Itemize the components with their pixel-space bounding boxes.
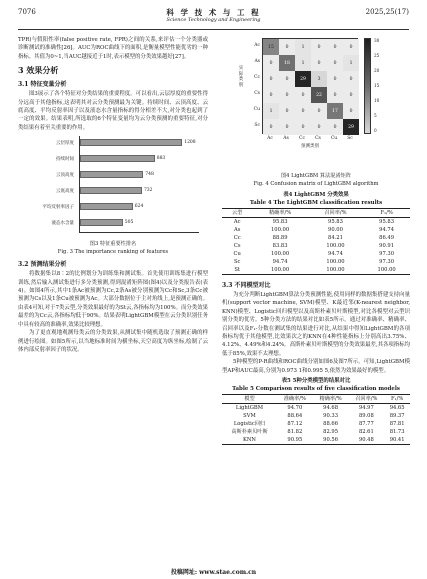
table-cell: LightGBM	[235, 404, 264, 411]
table4-body	[222, 218, 410, 275]
chart-y-axis	[79, 136, 80, 232]
table-cell: 82.61	[358, 428, 374, 435]
table-cell: 88.64	[287, 412, 303, 419]
bar-value-label: 505	[124, 220, 134, 226]
confusion-matrix-figure	[222, 36, 410, 172]
bar-label: 云底高度	[56, 189, 74, 195]
table-cell: 94.74	[272, 258, 288, 265]
cm-cell: 0	[327, 39, 343, 55]
section-3-2-title: 3.2 预测结果分析	[18, 261, 67, 269]
bar-value-label: 883	[156, 156, 166, 162]
table-cell: 100.00	[363, 266, 410, 275]
table-row	[222, 420, 410, 428]
colorbar-tick: 0	[374, 128, 377, 133]
table-header-cell: 召回率/%	[308, 209, 363, 218]
colorbar-tick: 30	[374, 38, 380, 43]
cm-cell: 0	[327, 119, 343, 135]
table-header-cell: 精确率/%	[252, 209, 307, 218]
bar-label: 平均反射率因子	[42, 205, 74, 211]
cm-cell: 0	[327, 55, 343, 71]
table-cell: 94.97	[358, 404, 374, 411]
table-cell: 88.89	[272, 234, 288, 241]
table-cell: 87.77	[358, 420, 374, 427]
cm-cell: 0	[343, 71, 359, 87]
fig4-caption-cn: 图4 LightGBM 算法混淆矩阵	[280, 173, 352, 179]
table-row	[222, 258, 410, 266]
cm-cell: 29	[343, 119, 359, 135]
table-cell: KNN	[222, 436, 277, 445]
table-header-cell: 准确率/%	[277, 395, 313, 404]
section-3-1-title: 3.1 特征变量分析	[18, 81, 67, 89]
table-cell: Logistic回归	[233, 420, 266, 427]
cm-cell: 17	[327, 103, 343, 119]
section-3-1-paragraph: 图3展示了各个特征对分类结果的重要程度。可以看出,云层厚度的重要性得分远高于其他指标,这表明其对云分类预测最为关键。持续时间、云顶高度、云底高度、平均反射率因子以及液态水含量指标的得分相差不大,对分类也起到了一定的效果。结果表明,所选取的6个特征变量均为云分类预测的重要特征,对分类结果有着至关重要的作用。	[18, 91, 208, 131]
table-cell: 94.74	[379, 226, 395, 233]
right-column	[222, 36, 410, 445]
table-cell: 94.74	[328, 250, 343, 257]
cm-cell: 1	[263, 103, 279, 119]
table-row	[222, 242, 410, 250]
table-row	[222, 218, 410, 227]
table-cell: 94.70	[287, 404, 303, 411]
cm-cell: 0	[279, 119, 295, 135]
table-cell: 83.83	[272, 242, 288, 249]
table-cell: SVM	[243, 412, 256, 419]
table-cell: 90.56	[313, 436, 349, 445]
colorbar	[364, 38, 371, 134]
page-number: 7076	[18, 8, 36, 16]
cm-cell: 0	[295, 119, 311, 135]
table-cell: 95.83	[272, 218, 288, 225]
table-header-cell: 精确率/%	[313, 395, 349, 404]
cm-cell: 0	[311, 55, 327, 71]
table-cell: 100.00	[271, 250, 290, 257]
table5-body	[222, 404, 410, 445]
bar-value-label: 732	[143, 188, 153, 194]
colorbar-tick: 20	[374, 68, 380, 73]
cm-cell: 0	[263, 119, 279, 135]
cm-cell: 18	[279, 55, 295, 71]
table5-header-row	[222, 395, 410, 404]
table-cell: 90.91	[379, 242, 395, 249]
table-row	[222, 436, 410, 445]
table-cell: 97.30	[379, 258, 395, 265]
journal-title-cn: 科 学 技 术 与 工 程	[166, 8, 261, 17]
cm-row-label: As	[254, 59, 260, 64]
bar-label: 持续时间	[56, 157, 74, 163]
table-cell: 94.65	[389, 404, 405, 411]
cm-row-label: Cu	[253, 107, 260, 112]
table-cell: 100.00	[308, 266, 363, 275]
section-3-2-paragraph-1: 将数据集以8∶2的比例划分为训练集和测试集。首先使用训练集进行模型训练,然后输入测试集进行多分类预测,得到混淆矩阵图(图4)以及分类报告表(表4)。如图4所示,其中1条Ac被预测为Cc,2条As被分别预测为Cc和Sc,3条Cc被预测为Cs以及1条Cu被预测为Ac。大部分数据位于主对角线上,是预测正确的。由表4可知,对于7类云型,分类效果最好的为St云,各指标均为100%。而分类效果最差的为Cc云,各指标均低于90%。结果表明LightGBM模型在云分类识别任务中具有较高的准确率,效果比较理想。	[18, 271, 208, 328]
cm-row-label: Cs	[254, 91, 260, 96]
bar-label: 云顶高度	[56, 173, 74, 179]
table-header-cell: 模型	[222, 395, 277, 404]
table-header-cell: F₁/%	[363, 209, 410, 218]
table-row	[222, 404, 410, 413]
fig3-caption-en: Fig. 3 The importance ranking of features	[57, 249, 169, 256]
cm-col-label: Sc	[347, 136, 353, 141]
table4-title-en: Table 4 The LightGBM classification results	[249, 199, 383, 206]
journal-title-en: Science Technology and Engineering	[166, 17, 261, 23]
issue-info: 2025,25(17)	[365, 8, 409, 16]
cm-cell: 0	[343, 103, 359, 119]
section-3-3-paragraph-1: 为充分判断LightGBM算法分类预测性能,使用同样的数据集搭建支持向量机(support vector machine, SVM)模型、K最近邻(K-nearest neighbor, KNN)模型、Logistic回归模型以及高斯朴素贝叶斯模型,对比各模型对云型识别分类的优劣。5种分类方法的结果对比如表5所示。通过对准确率、精确率、召回率以及F₁-分数在测试集的结果进行对比,从结果中得知LightGBM的各项指标均优于其他模型,比效果次之的KNN在4种性能指标上分别高出3.75%、4.12%、4.49%和4.24%。高斯朴素贝叶斯模型的分类效果最差,其各项指标均低于85%,效果不太理想。	[222, 292, 410, 357]
table-cell: 87.81	[389, 420, 405, 427]
cm-cell: 0	[279, 103, 295, 119]
chart-x-axis	[79, 232, 199, 233]
confusion-matrix-grid	[262, 38, 358, 134]
running-header	[18, 6, 409, 28]
cm-cell: 0	[263, 71, 279, 87]
cm-y-title: 实际类别	[238, 66, 244, 88]
table-row	[222, 266, 410, 275]
bar-label: 云层厚度	[56, 141, 74, 147]
footer-url[interactable]: 投稿网址: www.stae.com.cn	[170, 569, 257, 576]
table-cell: 90.95	[277, 436, 313, 445]
cm-row-label: Ac	[254, 43, 260, 48]
table-cell: 90.48	[348, 436, 384, 445]
cm-cell: 0	[263, 87, 279, 103]
table-cell: 90.00	[328, 226, 343, 233]
table-cell: 89.37	[389, 412, 405, 419]
cm-cell: 0	[311, 103, 327, 119]
table-cell: Cs	[233, 242, 241, 249]
cm-cell: 0	[311, 39, 327, 55]
bar	[80, 171, 143, 178]
table-cell: 100.00	[271, 226, 290, 233]
cm-cell: 0	[279, 71, 295, 87]
table4	[222, 208, 410, 275]
table4-header-row	[222, 209, 410, 218]
table-cell: St	[222, 266, 252, 275]
table-cell: Cc	[233, 234, 241, 241]
cm-col-label: Cs	[315, 136, 321, 141]
table-cell: 高斯朴素贝叶斯	[231, 428, 268, 435]
table-cell: 95.83	[328, 218, 343, 225]
table-cell: Ac	[233, 218, 241, 225]
cm-row-label: Cc	[254, 75, 260, 80]
table-cell: 88.66	[323, 420, 339, 427]
section-3-3-paragraph-2: 5种模型的P-R曲线和ROC曲线分别如图6及图7所示。可知,LightGBM模型AP和AUC最高,分别为0.973 1和0.995 5,依然为效果最好的模型。	[222, 359, 410, 374]
bar	[80, 187, 142, 194]
cm-cell: 0	[311, 119, 327, 135]
table-cell: 82.95	[323, 428, 339, 435]
table-row	[222, 226, 410, 234]
cm-cell: 22	[311, 87, 327, 103]
table-cell: 95.83	[379, 218, 395, 225]
table-cell: 89.08	[358, 412, 374, 419]
section-3-3-title: 3.3 不同模型对比	[222, 282, 271, 289]
table-cell: 87.12	[287, 420, 303, 427]
cm-cell: 1	[343, 55, 359, 71]
cm-cell: 15	[263, 39, 279, 55]
cm-cell: 0	[327, 87, 343, 103]
table-cell: 86.49	[379, 234, 395, 241]
table-cell: Sc	[233, 258, 241, 265]
bar	[80, 155, 155, 162]
intro-paragraph: TPR)与假阳性率(false positive rate, FPR)之间的关系,来评估一个分类器或诊断测试的准确性[26]。AUC为ROC曲线下的面积,是衡量模型性能优劣的一种指标。其值为0~1,当AUC越接近于1时,表示模型的分类效果越好[27]。	[18, 37, 208, 60]
table-header-cell: 云型	[222, 209, 252, 218]
table-cell: 81.73	[389, 428, 405, 435]
cm-col-label: Cu	[330, 136, 338, 141]
colorbar-tick: 25	[374, 53, 380, 58]
cm-cell: 0	[279, 39, 295, 55]
cm-cell: 0	[263, 55, 279, 71]
bar-value-label: 748	[145, 172, 154, 178]
cm-cell: 1	[295, 39, 311, 55]
cm-cell: 0	[327, 71, 343, 87]
table-cell: 100.00	[326, 258, 345, 265]
feature-importance-chart	[24, 136, 204, 240]
table5-title-en: Table 5 Comparison results of five classification models	[232, 385, 400, 392]
colorbar-tick: 10	[374, 98, 380, 103]
cm-cell: 29	[295, 71, 311, 87]
table-row	[222, 428, 410, 436]
table-cell: 90.33	[323, 412, 339, 419]
cm-x-title: 预测类别	[301, 144, 319, 149]
cm-cell: 0	[295, 87, 311, 103]
table5	[222, 394, 410, 445]
cm-cell: 3	[311, 71, 327, 87]
section-3-2-paragraph-2: 为了更直观地观测每类云的分类效果,从测试集中随机选取了预测正确的样例进行绘图。如图5所示,以当地标准时间为横坐标,天空高度为纵坐标,绘制了云体内部反射率因子的状况。	[18, 330, 208, 353]
colorbar-tick: 15	[374, 83, 380, 88]
table-cell: Cu	[233, 250, 241, 257]
table-row	[222, 250, 410, 258]
bar-value-label: 624	[134, 204, 144, 210]
table-cell: 81.82	[287, 428, 303, 435]
table-cell: 84.21	[328, 234, 343, 241]
bar-label: 液态水含量	[51, 221, 74, 227]
table-cell: 90.41	[384, 436, 410, 445]
table-cell: 100.00	[326, 242, 345, 249]
cm-cell: 0	[279, 87, 295, 103]
cm-cell: 0	[343, 39, 359, 55]
bar	[80, 219, 123, 226]
cm-col-label: Ac	[267, 136, 273, 141]
table-row	[222, 234, 410, 242]
table-cell: 97.30	[379, 250, 395, 257]
header-rule	[18, 29, 409, 30]
cm-cell: 0	[295, 103, 311, 119]
fig3-caption-cn: 图3 特征重要性排名	[89, 241, 137, 248]
table-cell: 94.68	[323, 404, 339, 411]
bar	[80, 203, 133, 210]
bar	[80, 139, 182, 146]
cm-row-label: Sc	[254, 123, 260, 128]
table-header-cell: F₁/%	[384, 395, 410, 404]
cm-col-label: As	[283, 136, 289, 141]
cm-cell: 1	[295, 55, 311, 71]
cm-cell: 0	[343, 87, 359, 103]
table4-title-cn: 表4 LightGBM 分类效果	[283, 192, 349, 198]
table-cell: 100.00	[252, 266, 307, 275]
colorbar-tick: 5	[374, 113, 377, 118]
cm-col-label: Cc	[299, 136, 305, 141]
left-column	[18, 36, 208, 354]
table-cell: As	[233, 226, 241, 233]
section-3-title: 3 效果分析	[18, 65, 59, 76]
table5-title-cn: 表5 5种分类模型的结果对比	[281, 378, 351, 385]
table-header-cell: 召回率/%	[348, 395, 384, 404]
fig4-caption-en: Fig. 4 Confusion matrix of LightGBM algorithm	[253, 181, 379, 187]
bar-value-label: 1208	[184, 140, 196, 146]
table-row	[222, 412, 410, 420]
